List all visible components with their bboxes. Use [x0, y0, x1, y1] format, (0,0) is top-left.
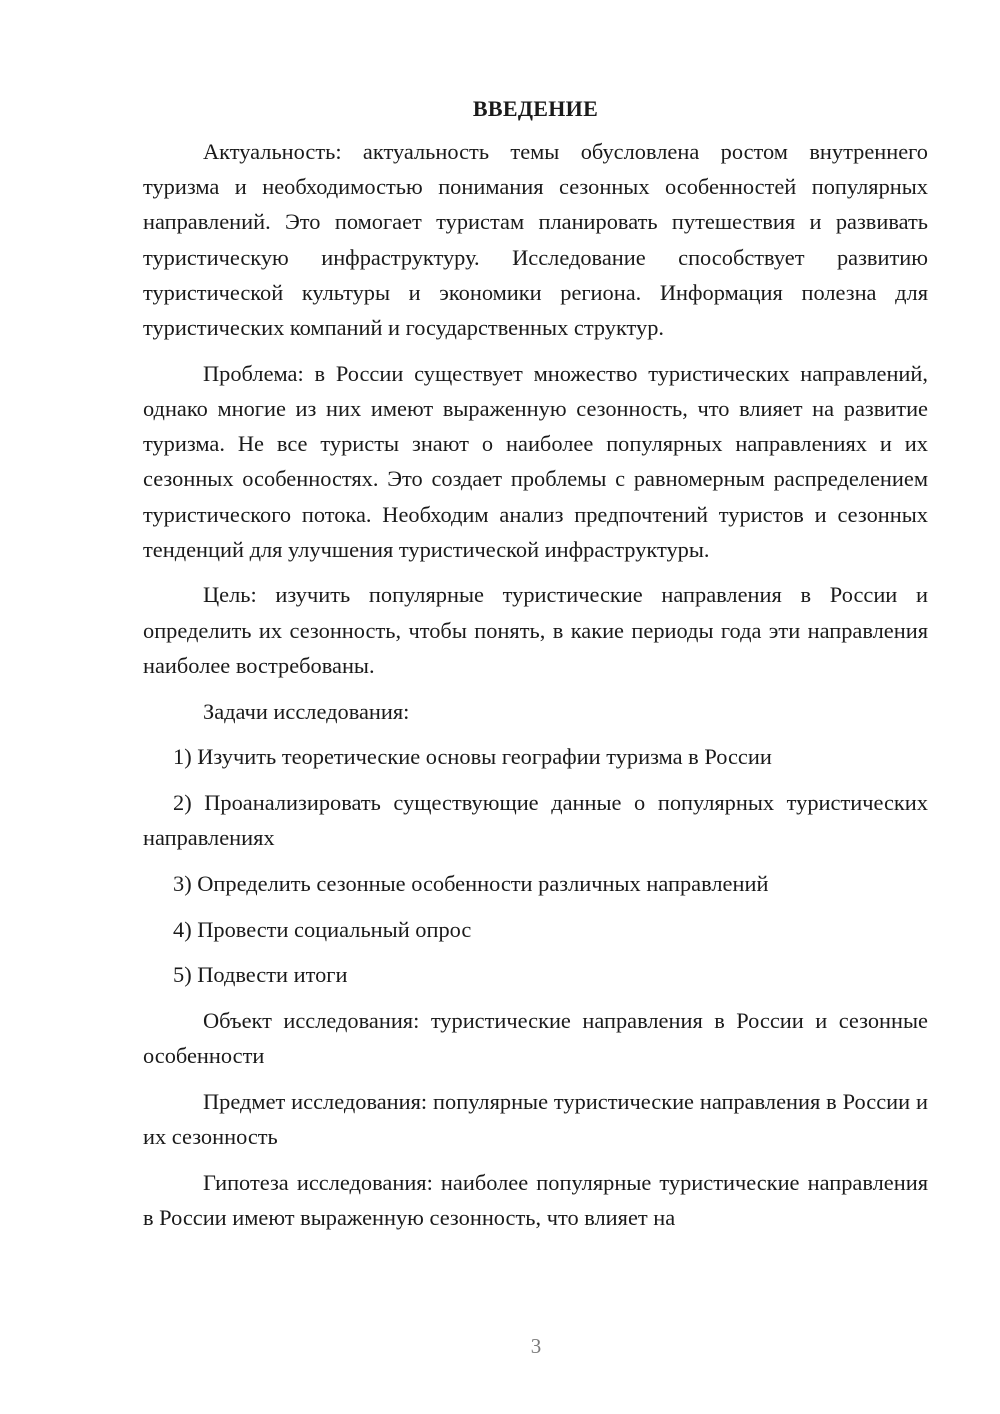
paragraph-subject: Предмет исследования: популярные туристические направления в России и их сезонность: [143, 1088, 928, 1150]
task-item: 2) Проанализировать существующие данные о популярных туристических направлениях: [143, 789, 928, 851]
paragraph-goal: Цель: изучить популярные туристические направления в России и определить их сезонность, чтобы понять, в какие периоды года эти направления наиболее востребованы.: [143, 582, 928, 678]
task-item: 5) Подвести итоги: [173, 962, 348, 988]
task-item: 1) Изучить теоретические основы географии туризма в России: [173, 744, 772, 770]
page-number: 3: [530, 1334, 542, 1358]
task-item: 3) Определить сезонные особенности различных направлений: [173, 870, 769, 896]
paragraph-hypothesis: Гипотеза исследования: наиболее популярные туристические направления в России имеют выраженную сезонность, что влияет на: [143, 1169, 928, 1230]
paragraph-object: Объект исследования: туристические направления в России и сезонные особенности: [143, 1007, 928, 1069]
tasks-heading: Задачи исследования:: [203, 698, 410, 724]
paragraph-problem: Проблема: в России существует множество туристических направлений, однако многие из них имеют выраженную сезонность, что влияет на развитие туризма. Не все туристы знают о наиболее популярных направлениях и их сезонных особенностях. Это создает проблемы с равномерным распределением туристического потока. Необходим анализ предпочтений туристов и сезонных тенденций для улучшения туристической инфраструктуры.: [143, 360, 928, 562]
paragraph-relevance: Актуальность: актуальность темы обусловлена ростом внутреннего туризма и необходимостью понимания сезонных особенностей популярных направлений. Это помогает туристам планировать путешествия и развивать туристическую инфраструктуру. Исследование способствует развитию туристической культуры и экономики региона. Информация полезна для туристических компаний и государственных структур.: [143, 139, 928, 341]
page-content: [143, 92, 928, 1246]
section-heading: ВВЕДЕНИЕ: [472, 96, 599, 121]
task-item: 4) Провести социальный опрос: [173, 916, 472, 942]
